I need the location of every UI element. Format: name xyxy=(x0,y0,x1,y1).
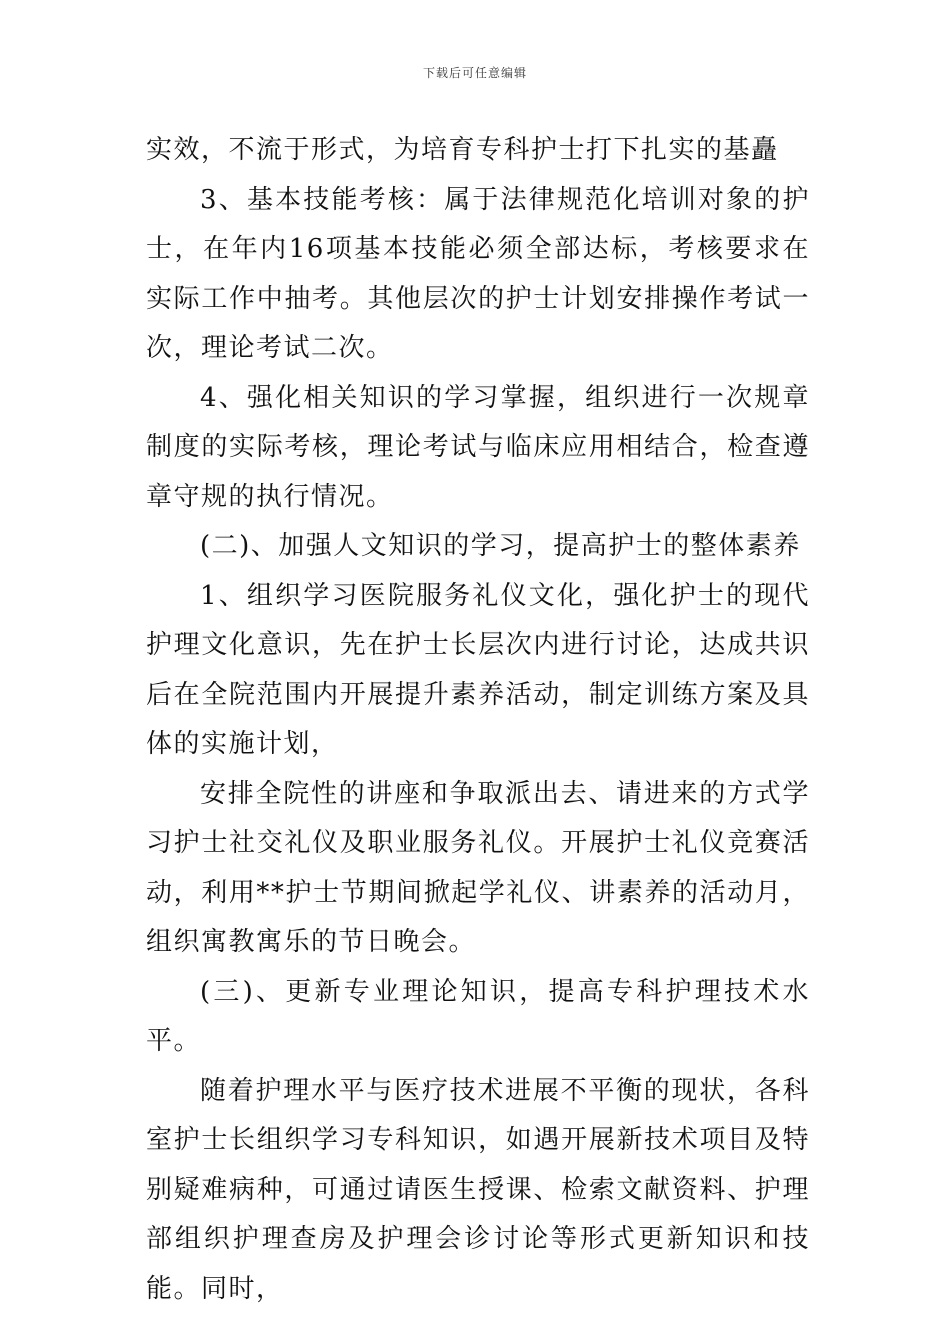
paragraph: 1、组织学习医院服务礼仪文化，强化护士的现代护理文化意识，先在护士长层次内进行讨论，达成共识后在全院范围内开展提升素养活动，制定训练方案及具体的实施计划， xyxy=(146,580,810,759)
paragraph: 安排全院性的讲座和争取派出去、请进来的方式学习护士社交礼仪及职业服务礼仪。开展护士礼仪竞赛活动，利用**护士节期间掀起学礼仪、讲素养的活动月，组织寓教寓乐的节日晚会。 xyxy=(146,778,810,957)
paragraph: 3、基本技能考核：属于法律规范化培训对象的护士，在年内16项基本技能必须全部达标，考核要求在实际工作中抽考。其他层次的护士计划安排操作考试一次，理论考试二次。 xyxy=(146,184,810,363)
document-body xyxy=(146,126,810,1314)
section-heading: (二)、加强人文知识的学习，提高护士的整体素养 xyxy=(200,531,801,561)
page-header-note: 下载后可任意编辑 xyxy=(422,66,527,80)
paragraph: 4、强化相关知识的学习掌握，组织进行一次规章制度的实际考核，理论考试与临床应用相结合，检查遵章守规的执行情况。 xyxy=(146,382,810,512)
section-heading: (三)、更新专业理论知识，提高专科护理技术水平。 xyxy=(146,976,810,1056)
paragraph: 实效，不流于形式，为培育专科护士打下扎实的基矗 xyxy=(146,135,779,165)
paragraph: 随着护理水平与医疗技术进展不平衡的现状，各科室护士长组织学习专科知识，如遇开展新技术项目及特别疑难病种，可通过请医生授课、检索文献资料、护理部组织护理查房及护理会诊讨论等形式更新知识和技能。同时， xyxy=(146,1075,810,1304)
